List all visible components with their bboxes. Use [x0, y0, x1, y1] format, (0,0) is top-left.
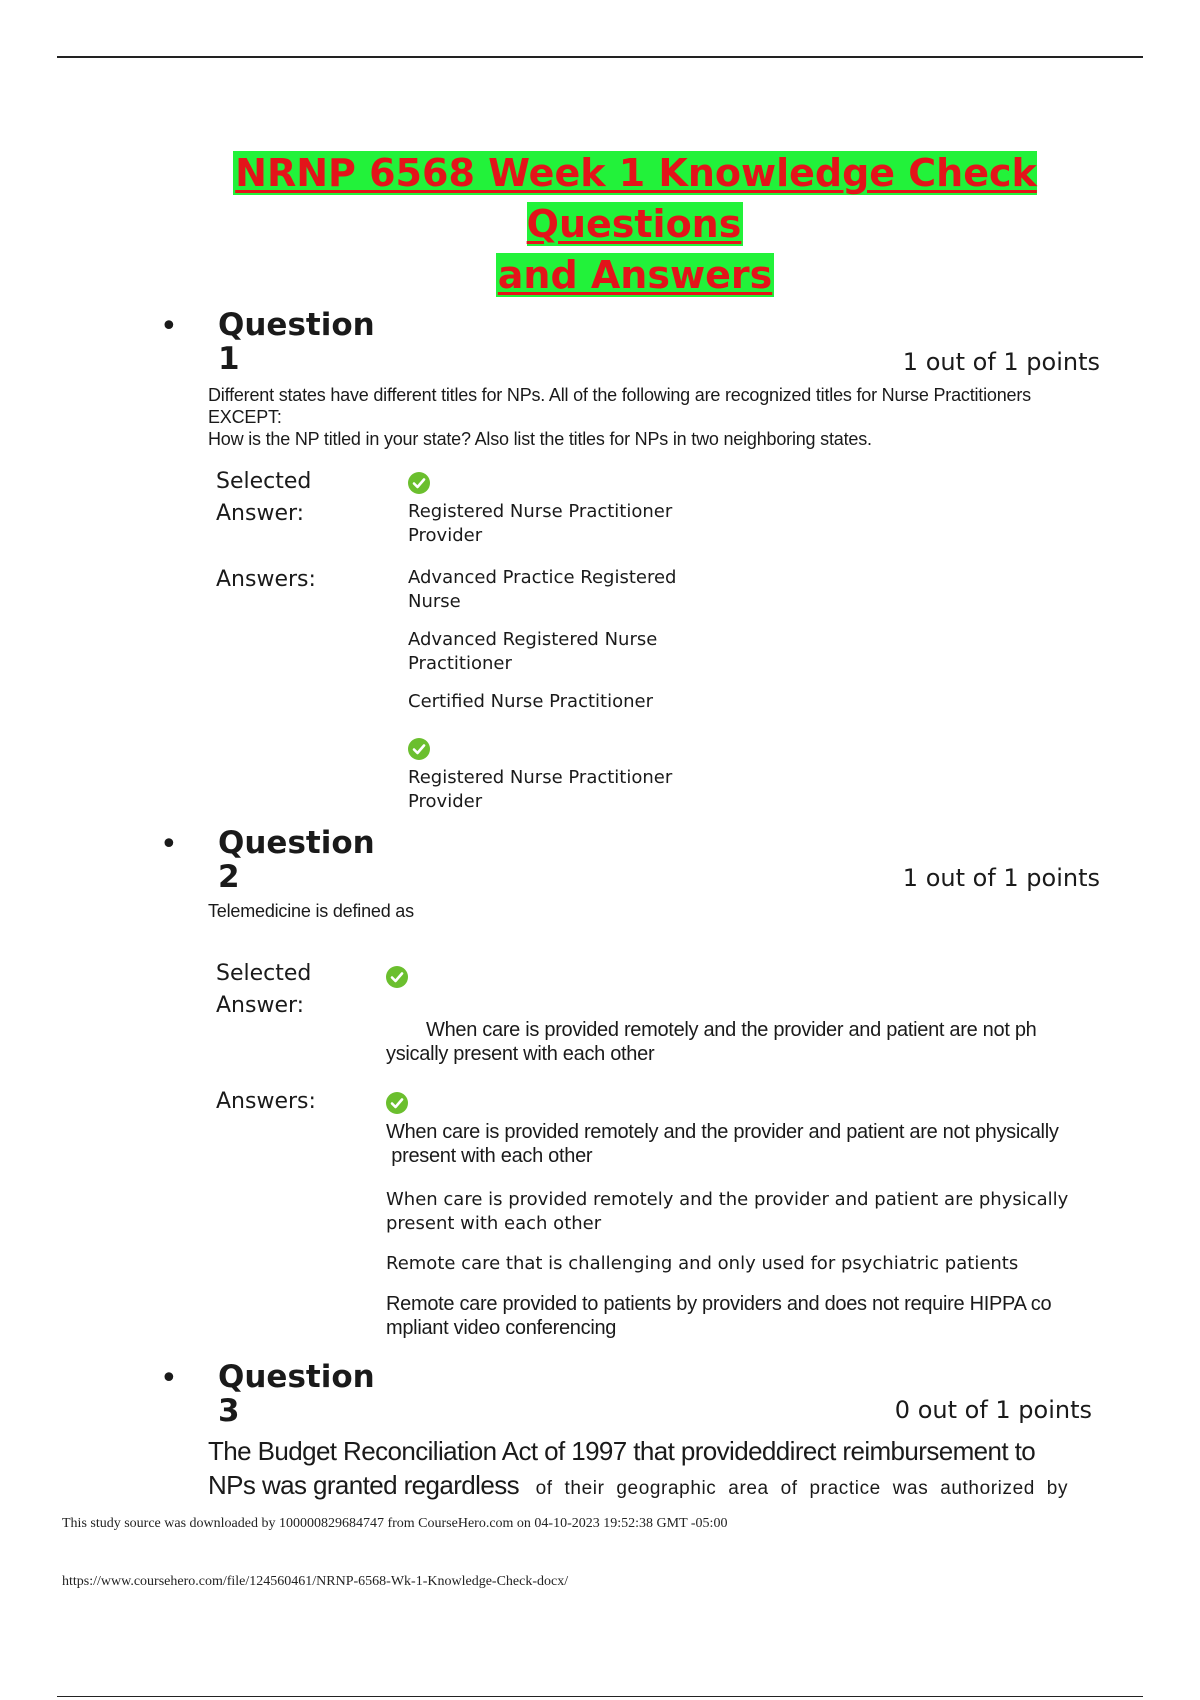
answer-option — [386, 1292, 1051, 1340]
question-word: Question — [218, 1359, 375, 1395]
question-1 — [160, 308, 1140, 818]
answer-line: Remote care that is challenging and only used for psychiatric patients — [386, 1253, 1019, 1274]
answer-option — [408, 690, 653, 714]
answer-line: present with each other — [386, 1145, 593, 1167]
question-text: Telemedicine is defined as — [208, 901, 414, 921]
question-number: 1 — [218, 341, 240, 377]
bullet: • — [160, 309, 178, 344]
question-word: Question — [218, 825, 375, 861]
answer-line: present with each other — [386, 1213, 602, 1234]
question-text-line — [208, 1468, 1168, 1506]
answer-line: Registered Nurse Practitioner — [408, 767, 673, 788]
question-number: 3 — [218, 1393, 240, 1429]
download-source-note: This study source was downloaded by 100000829684747 from CourseHero.com on 04-10-2023 19:52:38 GMT -05:00 — [62, 1516, 728, 1531]
question-label — [218, 308, 375, 376]
answer-option — [386, 1252, 1018, 1276]
text-part: of their geographic area of practice was authorized by — [535, 1478, 1069, 1499]
check-circle-icon — [386, 1092, 408, 1114]
question-label — [218, 1360, 375, 1428]
selected-answer-label — [216, 466, 311, 530]
answer-line: Remote care provided to patients by providers and does not require HIPPA co — [386, 1293, 1052, 1315]
selected-answer — [386, 1018, 1037, 1066]
answer-line: Registered Nurse Practitioner — [408, 501, 673, 522]
answer-line: Advanced Practice Registered — [408, 567, 677, 588]
title-line-2: and Answers — [497, 253, 773, 297]
answer-line: Nurse — [408, 591, 461, 612]
answer-line: Provider — [408, 525, 483, 546]
answer-option — [386, 1188, 1068, 1236]
answer-line: When care is provided remotely and the provider and patient are not physically — [386, 1121, 1059, 1143]
bullet: • — [160, 1361, 178, 1396]
check-circle-icon — [408, 738, 430, 760]
question-text-line: The Budget Reconciliation Act of 1997 that provideddirect reimbursement to — [208, 1436, 1036, 1466]
question-text-line: Different states have different titles for NPs. All of the following are recognized titles for Nurse Practitioners — [208, 385, 1031, 405]
question-label — [218, 826, 375, 894]
answers-label: Answers: — [216, 567, 316, 592]
answers-label: Answers: — [216, 1089, 316, 1114]
answer-line: When care is provided remotely and the provider and patient are not ph — [426, 1019, 1037, 1041]
answer-option — [408, 628, 657, 676]
points: 1 out of 1 points — [902, 348, 1100, 376]
question-text — [208, 1434, 1168, 1506]
question-text — [208, 384, 1158, 450]
answer-option-correct — [386, 1120, 1059, 1168]
label-line: Answer: — [216, 993, 305, 1018]
answer-option — [408, 566, 676, 614]
answer-line: Provider — [408, 791, 483, 812]
answer-line: Certified Nurse Practitioner — [408, 691, 653, 712]
answer-option-correct — [408, 766, 672, 814]
question-2 — [160, 826, 1140, 1346]
bullet: • — [160, 827, 178, 862]
label-line: Selected — [216, 469, 312, 494]
answer-line: ysically present with each other — [386, 1043, 655, 1065]
label-line: Answer: — [216, 501, 305, 526]
question-text-line: EXCEPT: — [208, 407, 282, 427]
label-line: Selected — [216, 961, 312, 986]
question-number: 2 — [218, 859, 240, 895]
title-line-1: NRNP 6568 Week 1 Knowledge Check Questions — [235, 151, 1037, 246]
text-part: NPs was granted regardless — [208, 1470, 519, 1500]
answer-line: Advanced Registered Nurse — [408, 629, 658, 650]
answer-line: When care is provided remotely and the provider and patient are physically — [386, 1189, 1069, 1210]
points: 0 out of 1 points — [894, 1396, 1092, 1424]
question-text-line: How is the NP titled in your state? Also list the titles for NPs in two neighboring states. — [208, 429, 872, 449]
answer-line: mpliant video conferencing — [386, 1317, 617, 1339]
selected-answer-label — [216, 958, 311, 1022]
points: 1 out of 1 points — [902, 864, 1100, 892]
question-word: Question — [218, 307, 375, 343]
top-rule — [57, 56, 1143, 58]
page-title — [140, 148, 1130, 301]
source-url[interactable]: https://www.coursehero.com/file/124560461/NRNP-6568-Wk-1-Knowledge-Check-docx/ — [62, 1574, 569, 1589]
check-circle-icon — [386, 966, 408, 988]
check-circle-icon — [408, 472, 430, 494]
answer-line: Practitioner — [408, 653, 512, 674]
selected-answer — [408, 500, 672, 548]
bottom-rule — [57, 1696, 1143, 1697]
question-3 — [160, 1360, 1140, 1500]
